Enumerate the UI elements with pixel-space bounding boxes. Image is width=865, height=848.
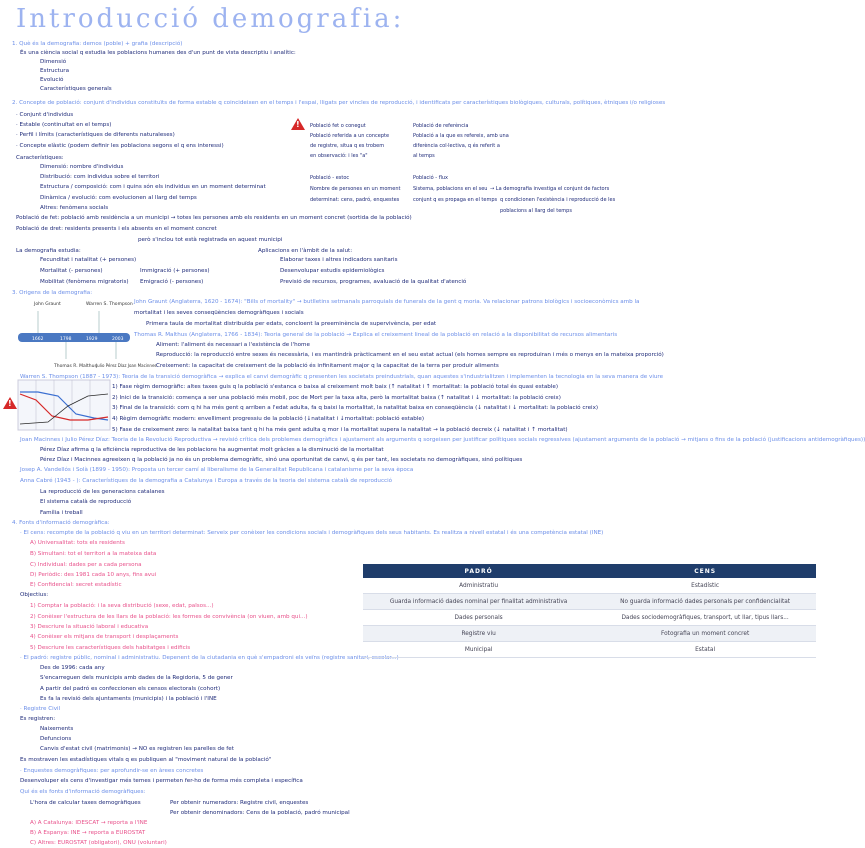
side-note-line: Nombre de persones en un moment <box>310 186 401 192</box>
note-line: 5) Descriure les característiques dels habitatges i edificis <box>30 645 191 651</box>
note-line: Característiques generals <box>40 86 112 92</box>
note-line: 4) Règim demogràfic modern: envelliment progressiu de la població (↓natalitat i ↓mortalitat: població estable) <box>112 416 425 422</box>
note-line: Dimensió <box>40 59 67 65</box>
note-line: Qui és els fonts d'informació demogràfiques: <box>20 789 146 795</box>
note-line: Es mostraven les estadístiques vitals q es publiquen al "moviment natural de la població" <box>20 757 272 763</box>
side-note-line: Població - flux <box>413 175 448 181</box>
table-row <box>363 578 816 594</box>
note-line: 5) Fase de creixement zero: la natalitat baixa tant q hi ha més gent adulta q mor i la mortalitat supera la natalitat → la població decreix (↓ natalitat i ↑ mortalitat) <box>112 427 568 433</box>
note-line: Dimensió: nombre d'individus <box>40 164 124 170</box>
note-line: · El cens: recompte de la població q viu en un territori determinat: Serveix per conèixer les condicions socials i demogràfiques dels seus habitants. Es realitza a nivell estatal i és una competència estatal (INE) <box>20 530 604 536</box>
timeline-name: John Graunt <box>34 302 61 307</box>
note-line: mortalitat i les seves conseqüències demogràfiques i socials <box>134 310 304 316</box>
note-line: Previsió de recursos, programes, avaluació de la qualitat d'atenció <box>280 279 467 285</box>
table-cell: Registre viu <box>363 626 594 642</box>
note-line: Per obtenir denominadors: Cens de la població, padró municipal <box>170 810 350 816</box>
side-note-line: Sistema, poblacions en el seu <box>413 186 488 192</box>
table-cell: Dades personals <box>363 610 594 626</box>
note-line: Estructura <box>40 68 70 74</box>
note-line: D) Periòdic: des 1981 cada 10 anys, fins avui <box>30 572 157 578</box>
note-line: 3. Origens de la demografia: <box>12 290 93 296</box>
note-line: 2) Conèixer l'estructura de les llars de la població: les formes de convivència (on viuen, amb qui...) <box>30 614 308 620</box>
note-line: · Registre Civil <box>20 706 61 712</box>
note-line: La reproducció de les generacions catalanes <box>40 489 165 495</box>
table-row <box>363 642 816 658</box>
table-row <box>363 610 816 626</box>
side-note-line: Població fet o conegut <box>310 123 366 129</box>
side-note-line: q condicionen l'existència i reproducció de les <box>500 197 616 203</box>
side-note-line: poblacions al llarg del temps <box>500 208 572 214</box>
note-line: S'encarreguen dels municipis amb dades de la Regidoria, 5 de gener <box>40 675 233 681</box>
note-line: C) Altres: EUROSTAT (obligatori), ONU (voluntari) <box>30 840 167 846</box>
timeline-graphic <box>16 297 157 377</box>
table-cell: Guarda informació dades nominal per finalitat administrativa <box>363 594 594 610</box>
note-line: Es registren: <box>20 716 56 722</box>
note-line: Defuncions <box>40 736 72 742</box>
note-line: El sistema català de reproducció <box>40 499 132 505</box>
note-line: Distribució: com individus sobre el territori <box>40 174 160 180</box>
side-note-line: en observació: i les "a" <box>310 153 368 159</box>
note-line: Població de dret: residents presents i els absents en el moment concret <box>16 226 217 232</box>
timeline-year: 1662 <box>32 337 44 342</box>
note-line: 4) Conèixer els mitjans de transport i desplaçaments <box>30 634 179 640</box>
note-line: 4. Fonts d'informació demogràfica: <box>12 520 110 526</box>
padro-cens-table <box>363 564 816 658</box>
side-note-line: al temps <box>413 153 435 159</box>
note-line: Mobilitat (fenòmens migratoris) <box>40 279 129 285</box>
side-note-line: determinat: cens, padró, enquestes <box>310 197 400 203</box>
note-line: Warren S. Thompson (1887 - 1973): Teoria de la transició demogràfica → explica el canvi demogràfic q presenten les societats preindustrials, quan aquestes s'industrialitzen i implementen la tecnologia en la seva manera de viure <box>20 374 664 380</box>
note-line: 2) Inici de la transició: comença a ser una població més mobil, poc de Mort per la taxa alta, però la mortalitat baixa (↑ natalitat i ↓ mortalitat: la població creix) <box>112 395 561 401</box>
page-title: Introducció demografia: <box>16 4 405 34</box>
note-line: A partir del padró es confeccionen els censos electorals (cohort) <box>40 686 221 692</box>
table-cell: Administratiu <box>363 578 594 594</box>
note-line: Elaborar taxes i altres indicadors sanitaris <box>280 257 398 263</box>
note-line: 3) Final de la transició: com q hi ha més gent q arriben a l'edat adulta, fa q baixi la mortalitat, la natalitat baixa en conseqüència (↓ natalitat i ↓ mortalitat: la població creix) <box>112 405 599 411</box>
note-line: Per obtenir numeradors: Registre civil, enquestes <box>170 800 309 806</box>
note-line: però s'inclou tot està registrada en aquest municipi <box>138 237 283 243</box>
note-line: Primera taula de mortalitat distribuïda per edats, concloent la preeminència de supervivència, per edat <box>146 321 437 327</box>
note-line: · Enquestes demogràfiques: per aprofundir-se en àrees concretes <box>20 768 204 774</box>
note-line: · Estable (continuïtat en el temps) <box>16 122 112 128</box>
transition-chart <box>18 380 110 430</box>
note-line: Desenvolupar estudis epidemiològics <box>280 268 385 274</box>
note-line: Fecunditat i natalitat (+ persones) <box>40 257 137 263</box>
note-line: · Concepte elàstic (podem definir les poblacions segons el q ens interessi) <box>16 143 224 149</box>
note-line: Reproducció: la reproducció entre sexes és necessària, i es mantindrà pràcticament en el seu estat actual (els homes sempre es reproduiran i més o menys en la mateixa proporció) <box>156 352 664 358</box>
note-line: Població de fet: població amb residència a un municipi → totes les persones amb els residents en un moment concret (sortida de la població) <box>16 215 412 221</box>
note-line: Aplicacions en l'àmbit de la salut: <box>258 248 353 254</box>
note-line: B) A Espanya: INE → reporta a EUROSTAT <box>30 830 146 836</box>
note-line: Des de 1996: cada any <box>40 665 105 671</box>
warning-icon <box>291 118 305 130</box>
note-line: Josep A. Vandellós i Solà (1899 - 1950): Proposta un tercer camí al liberalisme de la Generalitat Republicana i catalanisme per la seva època <box>20 467 414 473</box>
note-line: 2. Concepte de població: conjunt d'individus constituïts de forma estable q coincideixen en el temps i l'espai, lligats per vincles de reproducció, i identificats per característiques biològiques, culturals, polítiques, ètniques i/o religioses <box>12 100 666 106</box>
side-note-line: Població de referència <box>413 123 469 129</box>
table-cell: Dades sociodemogràfiques, transport, ut llar, tipus llars... <box>594 610 816 626</box>
table-cell: No guarda informació dades personals per confidencialitat <box>594 594 816 610</box>
side-note-line: conjunt q es propaga en el temps <box>413 197 498 203</box>
note-line: Thomas R. Malthus (Anglaterra, 1766 - 1834): Teoria general de la població → Explica el creixement lineal de la població en relació a la disponibilitat de recursos alimentaris <box>134 332 618 338</box>
table-cell: Estadístic <box>594 578 816 594</box>
note-line: La demografia estudia: <box>16 248 81 254</box>
note-line: Naixements <box>40 726 74 732</box>
note-line: Pérez Díaz i Macinnes agreeixen q la població ja no és un problema demogràfic, sinó una oportunitat de canvi, q és per tant, les societats no demogràfiques, sinó polítiques <box>40 457 523 463</box>
note-line: 3) Descriure la situació laboral i educativa <box>30 624 149 630</box>
note-line: Dinàmica / evolució: com evolucionen al llarg del temps <box>40 195 197 201</box>
timeline-year: 1929 <box>86 337 98 342</box>
table-cell: Estatal <box>594 642 816 658</box>
side-note-line: diferència col·lectiva, q és referit a <box>413 143 500 149</box>
note-line: E) Confidencial: secret estadístic <box>30 582 122 588</box>
note-line: C) Individual: dades per a cada persona <box>30 562 142 568</box>
side-note-line: de registre, situa q es trobem <box>310 143 385 149</box>
note-line: És una ciència social q estudia les poblacions humanes des d'un punt de vista descriptiu i analític: <box>20 50 296 56</box>
note-line: Anna Cabré (1943 - ): Característiques de la demografia a Catalunya i Europa a través de la teoria del sistema català de reproducció <box>20 478 393 484</box>
timeline-name: Warren S. Thompson <box>86 302 133 307</box>
note-line: Característiques: <box>16 155 64 161</box>
note-line: Aliment: l'aliment és necessari a l'existència de l'home <box>156 342 310 348</box>
note-line: 1) Comptar la població: i la seva distribució (sexe, edat, països...) <box>30 603 214 609</box>
side-note-line: Població a la que es refereix, amb una <box>413 133 509 139</box>
note-line: Estructura / composició: com i quins són els individus en un moment determinat <box>40 184 266 190</box>
table-row <box>363 626 816 642</box>
timeline-name: Julio Pérez Díaz Joan Macinnes <box>96 363 157 368</box>
table-header: PADRÓ <box>363 564 594 578</box>
note-line: Desenvoluper els cens d'investigar més temes i permeten fer-ho de forma més completa i específica <box>20 778 303 784</box>
note-line: Família i treball <box>40 510 83 516</box>
note-line: · Conjunt d'individus <box>16 112 74 118</box>
warning-icon <box>3 397 17 409</box>
side-note-line: → La demografia investiga el conjunt de factors <box>490 186 610 192</box>
note-line: Es fa la revisió dels ajuntaments (municipis) i la població i l'INE <box>40 696 217 702</box>
note-line: Pérez Díaz afirma q la eficiència reproductiva de les poblacions ha augmentat molt gràcies a la disminució de la mortalitat <box>40 447 384 453</box>
note-line: Objectius: <box>20 592 49 598</box>
table-row <box>363 594 816 610</box>
note-line: L'hora de calcular taxes demogràfiques <box>30 800 141 806</box>
note-line: Immigració (+ persones) <box>140 268 210 274</box>
side-note-line: Població - estoc <box>310 175 350 181</box>
table-cell: Fotografia un moment concret <box>594 626 816 642</box>
note-line: Mortalitat (- persones) <box>40 268 103 274</box>
note-line: John Graunt (Anglaterra, 1620 - 1674): "Bills of mortality" → butlletins setmanals parroquials de funerals de la gent q moria. Va relacionar patrons biològics i socioeconòmics amb la <box>134 299 640 305</box>
note-line: 1) Fase règim demogràfic: altes taxes guis q la població s'estanca o baixa al creixement molt baix (↑ natalitat i ↑ mortalitat: la població total és quasi estable) <box>112 384 559 390</box>
note-line: Altres: fenòmens socials <box>40 205 109 211</box>
table-header: CENS <box>594 564 816 578</box>
note-line: A) Universalitat: tots els residents <box>30 540 125 546</box>
side-note-line: Població referida a un concepte <box>310 133 390 139</box>
note-line: · Perfil i límits (característiques de diferents naturaleses) <box>16 132 175 138</box>
table-cell: Municipal <box>363 642 594 658</box>
timeline-name: Thomas R. Malthus <box>54 364 97 369</box>
note-line: Emigració (- persones) <box>140 279 204 285</box>
timeline-year: 2003 <box>112 337 124 342</box>
note-line: 1. Què és la demografia: demos (poble) + grafia (descripció) <box>12 41 183 47</box>
timeline-year: 1798 <box>60 337 72 342</box>
note-line: Creixement: la capacitat de creixement de la població és infinitament major q la capacitat de la terra per produir aliments <box>156 363 499 369</box>
note-line: Canvis d'estat civil (matrimonis) → NO es registren les parelles de fet <box>40 746 234 752</box>
note-line: · El padró: registre públic, nominal i administratiu. Depenent de la ciutadania en què s'empadroni els veïns (registre sanitari, escolar...) <box>20 655 399 661</box>
note-line: B) Simultani: tot el territori a la mateixa data <box>30 551 157 557</box>
note-line: Evolució <box>40 77 64 83</box>
note-line: Joan Macinnes i Julio Pérez Díaz: Teoria de la Revolució Reproductiva → revisió crítica dels problemes demogràfics i ajustament als arguments q sorgeixen per justificar polítiques socials regressives (ajustament arguments de la població → mitjans o fins de la població (justificacions antidemogràfiques)) <box>20 437 865 443</box>
note-line: A) A Catalunya: IDESCAT → reporta a l'INE <box>30 820 148 826</box>
